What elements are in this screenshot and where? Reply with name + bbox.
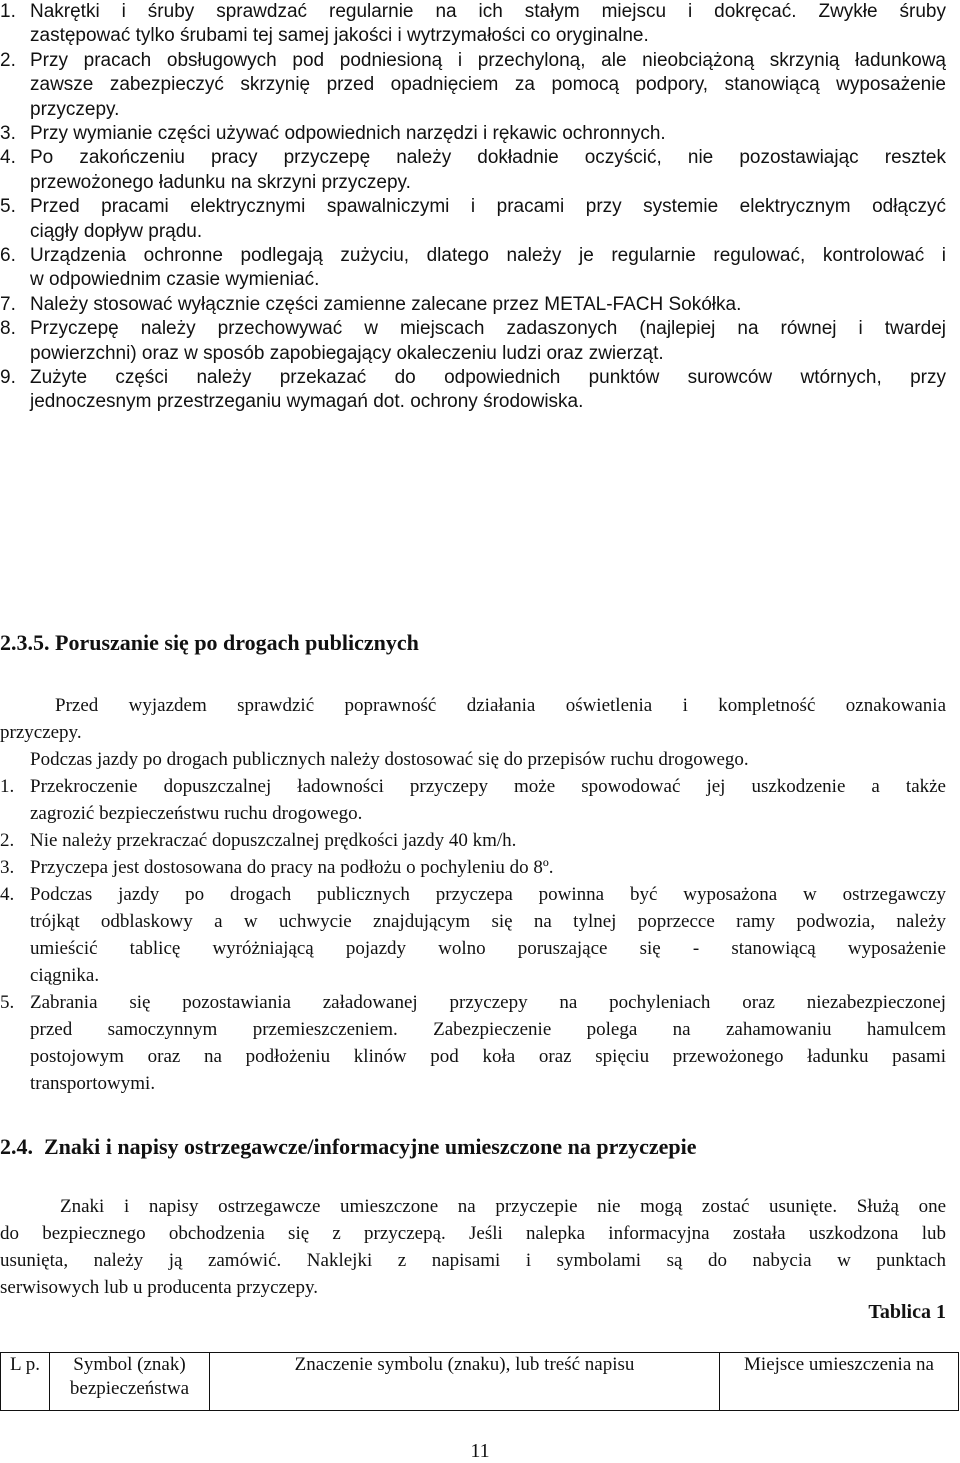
list-item-number: 5. <box>0 992 15 1013</box>
list-item-text: Przy pracach obsługowych pod podniesioną i przechyloną, ale nieobciążoną skrzynią ładunkową <box>30 49 946 71</box>
intro-line: przyczepy. <box>0 722 82 743</box>
paragraph-line: Znaki i napisy ostrzegawcze umieszczone na przyczepie nie mogą zostać usunięte. Służą one <box>60 1196 946 1217</box>
paragraph-line: serwisowych lub u producenta przyczepy. <box>0 1277 318 1298</box>
list-item-number: 5. <box>0 196 16 218</box>
list-item-number: 4. <box>0 147 16 169</box>
list-item-text: trójkąt odblaskowy a w uchwycie znajdującym się na tylnej poprzecce ramy podwozia, należy <box>30 911 946 932</box>
table-header-cell: Miejsce umieszczenia na <box>720 1353 959 1411</box>
list-item-text: przyczepy. <box>30 98 120 120</box>
list-item-text: transportowymi. <box>30 1073 156 1094</box>
list-item-number: 2. <box>0 830 15 851</box>
section-number: 2.3.5. <box>0 630 50 655</box>
list-item-text: Przekroczenie dopuszczalnej ładowności przyczepy może spowodować jej uszkodzenie a także <box>30 776 946 797</box>
list-item-number: 3. <box>0 123 16 144</box>
list-item-text: zastępować tylko śrubami tej samej jakości i wytrzymałości co oryginalne. <box>30 25 649 47</box>
list-item-text: ciągnika. <box>30 965 100 986</box>
list-item-text: w odpowiednim czasie wymieniać. <box>30 269 320 291</box>
list-item-number: 3. <box>0 857 15 878</box>
list-item-text: powierzchni) oraz w sposób zapobiegający okaleczeniu ludzi oraz zwierząt. <box>30 342 664 364</box>
table-header-cell: Symbol (znak) bezpieczeństwa <box>50 1353 210 1411</box>
list-item-number: 9. <box>0 367 16 388</box>
list-item-text: postojowym oraz na podłożeniu klinów pod koła oraz spięciu przewożonego ładunku pasami <box>30 1046 946 1067</box>
list-item-text: Po zakończeniu pracy przyczepę należy dokładnie oczyścić, nie pozostawiając resztek <box>30 147 946 169</box>
table-header-cell: Znaczenie symbolu (znaku), lub treść napisu <box>210 1353 720 1411</box>
list-item-text: zawsze zabezpieczyć skrzynię przed opadnięciem za pomocą podpory, stanowiącą wyposażenie <box>30 74 946 96</box>
list-item-text: Nie należy przekraczać dopuszczalnej prędkości jazdy 40 km/h. <box>30 830 517 851</box>
list-item-text: Należy stosować wyłącznie części zamienne zalecane przez METAL-FACH Sokółka. <box>30 293 742 315</box>
paragraph-line: do bezpiecznego obchodzenia się z przyczepą. Jeśli nalepka informacyjna została uszkodzona lub <box>0 1223 946 1244</box>
list-item-number: 1. <box>0 776 15 797</box>
table-header-row <box>1 1353 959 1411</box>
list-item-number: 4. <box>0 884 15 905</box>
section-title: Znaki i napisy ostrzegawcze/informacyjne umieszczone na przyczepie <box>44 1134 697 1159</box>
list-item-text: Zużyte części należy przekazać do odpowiednich punktów surowców wtórnych, przy <box>30 367 946 388</box>
list-item-text: Nakrętki i śruby sprawdzać regularnie na ich stałym miejscu i dokręcać. Zwykłe śruby <box>30 1 946 22</box>
list-item-number: 2. <box>0 49 16 71</box>
list-item-text: przewożonego ładunku na skrzyni przyczepy. <box>30 171 411 193</box>
paragraph-line: usunięta, należy ją zamówić. Naklejki z napisami i symbolami są do nabycia w punktach <box>0 1250 946 1271</box>
table-header-cell: L p. <box>1 1353 50 1411</box>
list-item-number: 1. <box>0 1 16 22</box>
list-item-text: Urządzenia ochronne podlegają zużyciu, dlatego należy je regularnie regulować, kontrolować i <box>30 245 946 266</box>
intro-line: Przed wyjazdem sprawdzić poprawność działania oświetlenia i kompletność oznakowania <box>55 695 946 716</box>
table-caption: Tablica 1 <box>868 1301 946 1323</box>
page-number: 11 <box>470 1440 490 1462</box>
list-item-text: zagrozić bezpieczeństwu ruchu drogowego. <box>30 803 363 824</box>
section-number: 2.4. <box>0 1134 33 1159</box>
table-symbols <box>0 1352 959 1411</box>
list-item-text: Podczas jazdy po drogach publicznych przyczepa powinna być wyposażona w ostrzegawczy <box>30 884 946 905</box>
list-item-text: Przed pracami elektrycznymi spawalniczymi i pracami przy systemie elektrycznym odłączyć <box>30 196 946 218</box>
list-item-text: Zabrania się pozostawiania załadowanej przyczepy na pochyleniach oraz niezabezpieczonej <box>30 992 946 1013</box>
list-item-number: 7. <box>0 293 16 315</box>
list-item-text: jednoczesnym przestrzeganiu wymagań dot. ochrony środowiska. <box>30 391 584 413</box>
list-item-text: Przyczepę należy przechowywać w miejscach zadaszonych (najlepiej na równej i twardej <box>30 318 946 340</box>
list-item-number: 8. <box>0 318 16 340</box>
intro-line: Podczas jazdy po drogach publicznych należy dostosować się do przepisów ruchu drogowego. <box>30 749 749 770</box>
list-item-text: umieścić tablicę wyróżniającą pojazdy wolno poruszające się - stanowiącą wyposażenie <box>30 938 946 959</box>
list-item-number: 6. <box>0 245 16 266</box>
section-heading-2-4 <box>0 1134 697 1160</box>
list-item-text: ciągły dopływ prądu. <box>30 220 203 242</box>
section-heading-2-3-5 <box>0 630 419 656</box>
list-item-text: Przy wymianie części używać odpowiednich narzędzi i rękawic ochronnych. <box>30 123 666 144</box>
list-item-text: Przyczepa jest dostosowana do pracy na podłożu o pochyleniu do 8º. <box>30 857 554 878</box>
section-title: Poruszanie się po drogach publicznych <box>55 630 419 655</box>
list-item-text: przed samoczynnym przemieszczeniem. Zabezpieczenie polega na zahamowaniu hamulcem <box>30 1019 946 1040</box>
